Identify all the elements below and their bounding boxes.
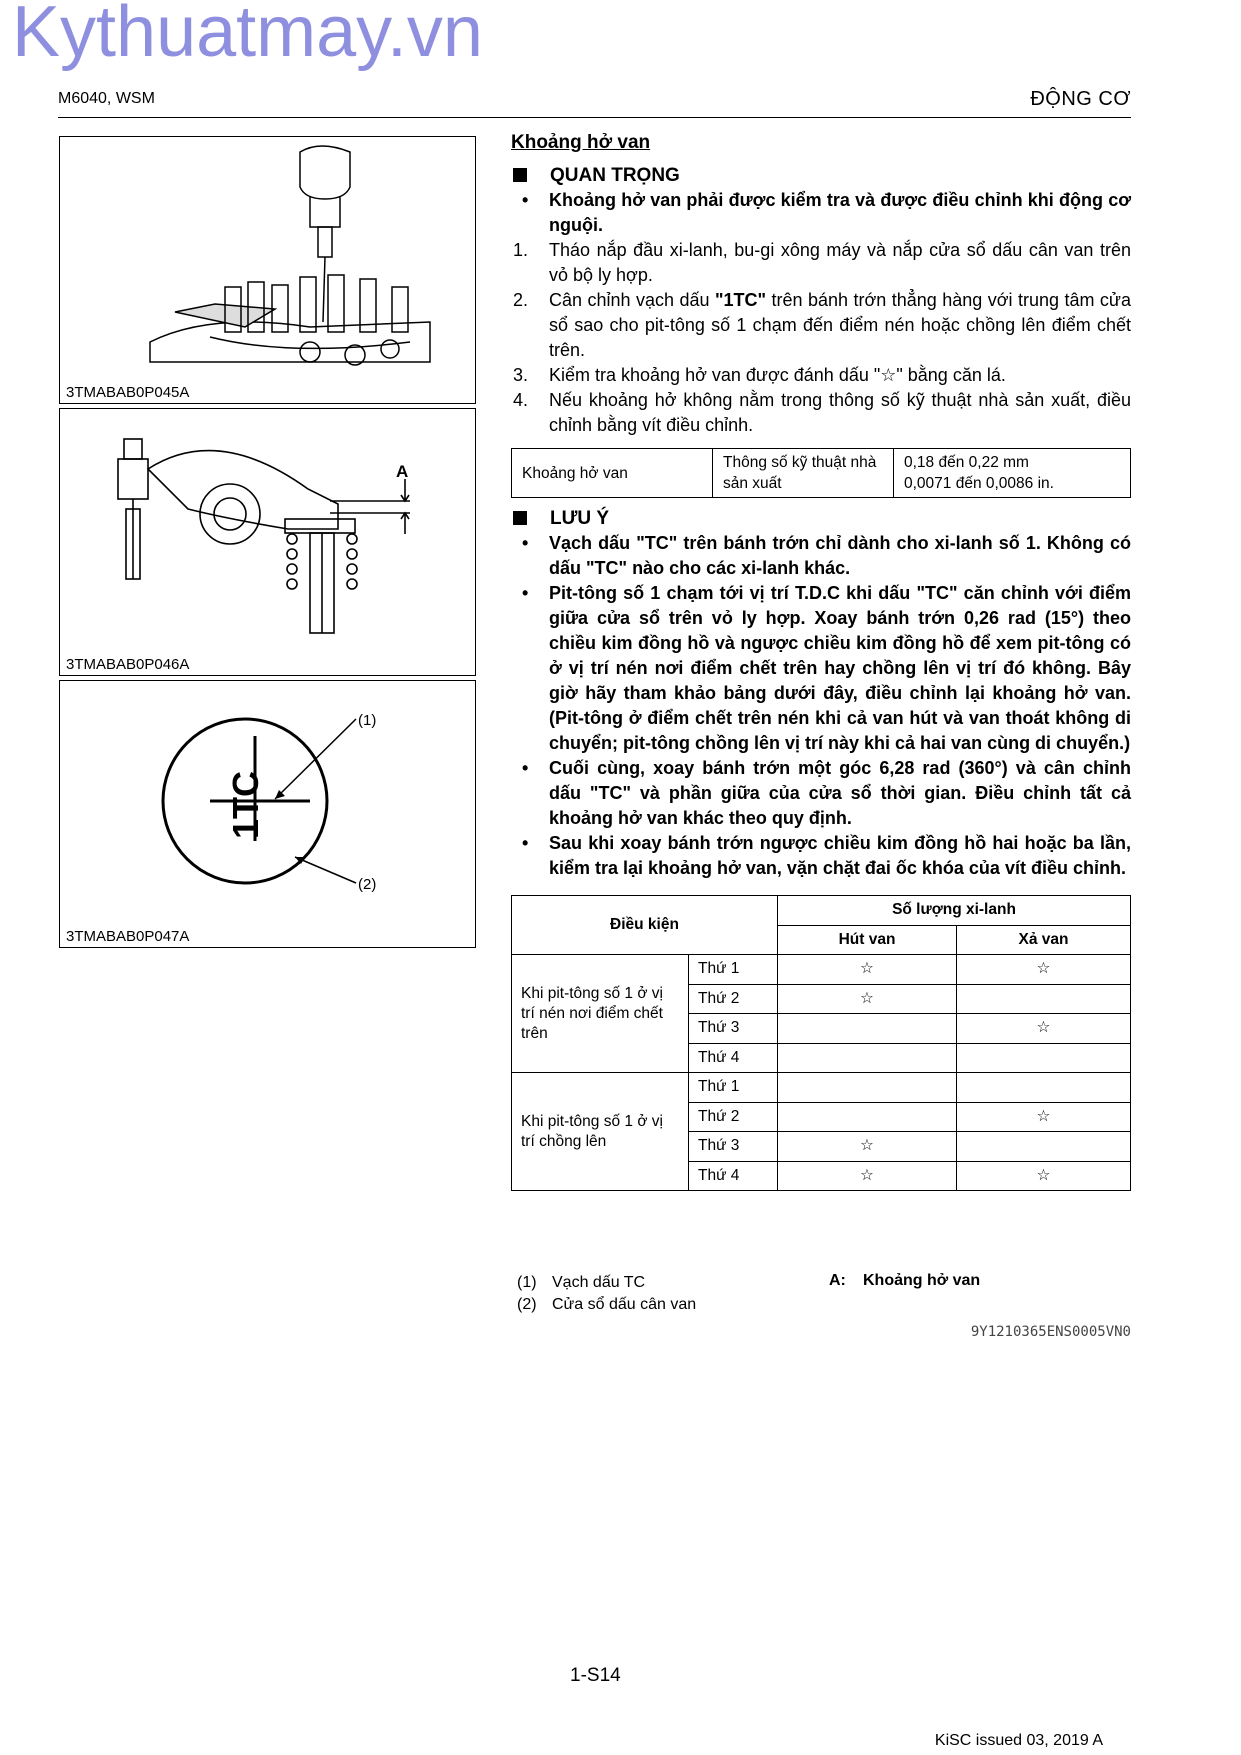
important-heading: QUAN TRỌNG xyxy=(511,163,1131,188)
condition-header: Điều kiện xyxy=(512,896,778,955)
feeler-gauge-illustration xyxy=(60,137,475,377)
condition-cell: Khi pit-tông số 1 ở vị trí chồng lên xyxy=(512,1073,689,1191)
legend-a: A: Khoảng hở van xyxy=(829,1272,981,1289)
rocker-arm-illustration xyxy=(60,409,475,649)
note-heading: LƯU Ý xyxy=(511,506,1131,531)
table-row: Thứ 2 ☆ xyxy=(512,1102,1131,1132)
square-bullet-icon xyxy=(513,511,527,525)
step-3: 3. Kiểm tra khoảng hở van được đánh dấu "☆" bằng căn lá. xyxy=(513,365,1006,385)
intake-header: Hút van xyxy=(778,925,957,955)
header-rule xyxy=(58,117,1131,118)
exhaust-header: Xả van xyxy=(957,925,1131,955)
table-row: Thứ 3 ☆ xyxy=(512,1132,1131,1162)
table-row: Thứ 4 ☆ ☆ xyxy=(512,1161,1131,1191)
table-row: Khi pit-tông số 1 ở vị trí nén nơi điểm chết trên Thứ 1 ☆ ☆ xyxy=(512,955,1131,985)
step-1: 1. Tháo nắp đầu xi-lanh, bu-gi xông máy và nắp cửa sổ dấu cân van trên vỏ bộ ly hợp. xyxy=(513,240,1131,285)
figure-caption: 3TMABAB0P045A xyxy=(66,384,190,401)
figure-rocker-arm xyxy=(59,408,476,676)
table-row: Thứ 4 xyxy=(512,1043,1131,1073)
watermark: Kythuatmay.vn xyxy=(12,0,483,72)
spec-value: 0,18 đến 0,22 mm 0,0071 đến 0,0086 in. xyxy=(894,449,1131,498)
header-section: ĐỘNG CƠ xyxy=(1030,88,1131,110)
figure-feeler-gauge xyxy=(59,136,476,404)
spec-label: Thông số kỹ thuật nhà sản xuất xyxy=(713,449,894,498)
figure-caption: 3TMABAB0P047A xyxy=(66,928,190,945)
cylinder-table xyxy=(511,895,1131,1191)
note-4: • Sau khi xoay bánh trớn ngược chiều kim đồng hồ hai hoặc ba lần, kiểm tra lại khoảng hở van, vặn chặt đai ốc khóa của vít điều chỉnh. xyxy=(522,833,1131,878)
tc-mark-illustration xyxy=(60,681,475,921)
note-3: • Cuối cùng, xoay bánh trớn một góc 6,28 rad (360°) và cân chỉnh dấu "TC" và phần giữa của cửa sổ thời gian. Điều chỉnh tất cả khoảng hở van khác theo quy định. xyxy=(522,758,1131,828)
main-content xyxy=(511,130,1131,1191)
header-model: M6040, WSM xyxy=(58,90,155,107)
table-row: Khi pit-tông số 1 ở vị trí chồng lên Thứ 1 xyxy=(512,1073,1131,1103)
figure-tc-mark xyxy=(59,680,476,948)
figure-caption: 3TMABAB0P046A xyxy=(66,656,190,673)
note-2: • Pit-tông số 1 chạm tới vị trí T.D.C khi dấu "TC" căn chỉnh với điểm giữa cửa sổ trên vỏ ly hợp. Xoay bánh trớn 0,26 rad (15°) theo chiều kim đồng hồ và ngược chiều kim đồng hồ để xem pit-tông có ở vị trí nén nơi điểm chết trên hay chồng lên vị trí đó không. Bây giờ hãy tham khảo bảng dưới đây, điều chỉnh lại khoảng hở van. (Pit-tông ở điểm chết trên nén khi cả van hút và van thoát không di chuyển; pit-tông chồng lên vị trí này khi cả hai van cùng di chuyển.) xyxy=(522,583,1131,753)
section-title: Khoảng hở van xyxy=(511,132,651,153)
tc-mark-text: 1TC xyxy=(225,770,266,839)
square-bullet-icon xyxy=(513,168,527,182)
clearance-label-a: A xyxy=(396,462,409,481)
condition-cell: Khi pit-tông số 1 ở vị trí nén nơi điểm chết trên xyxy=(512,955,689,1073)
spec-item: Khoảng hở van xyxy=(512,449,713,498)
step-2: 2. Cân chỉnh vạch dấu "1TC" trên bánh trớn thẳng hàng với trung tâm cửa sổ sao cho pit-tông số 1 chạm đến điểm nén hoặc chồng lên điểm chết trên. xyxy=(513,290,1131,360)
table-row: Thứ 3 ☆ xyxy=(512,1014,1131,1044)
count-header: Số lượng xi-lanh xyxy=(778,896,1131,926)
legend-item: (1) Vạch dấu TC xyxy=(517,1274,646,1291)
table-row: Thứ 2 ☆ xyxy=(512,984,1131,1014)
important-bullet: • Khoảng hở van phải được kiểm tra và được điều chỉnh khi động cơ nguội. xyxy=(522,190,1131,235)
step-4: 4. Nếu khoảng hở không nằm trong thông số kỹ thuật nhà sản xuất, điều chỉnh bằng vít điều chỉnh. xyxy=(513,390,1131,435)
callout-2: (2) xyxy=(358,876,377,893)
footer-issue: KiSC issued 03, 2019 A xyxy=(934,1732,1103,1749)
legend-item: (2) Cửa sổ dấu cân van xyxy=(517,1296,697,1313)
legend xyxy=(517,1272,696,1316)
spec-table xyxy=(511,448,1131,498)
note-1: • Vạch dấu "TC" trên bánh trớn chỉ dành cho xi-lanh số 1. Không có dấu "TC" nào cho các xi-lanh khác. xyxy=(522,533,1131,578)
callout-1: (1) xyxy=(358,712,377,729)
document-code: 9Y1210365ENS0005VN0 xyxy=(970,1324,1131,1340)
page-number: 1-S14 xyxy=(570,1665,621,1686)
